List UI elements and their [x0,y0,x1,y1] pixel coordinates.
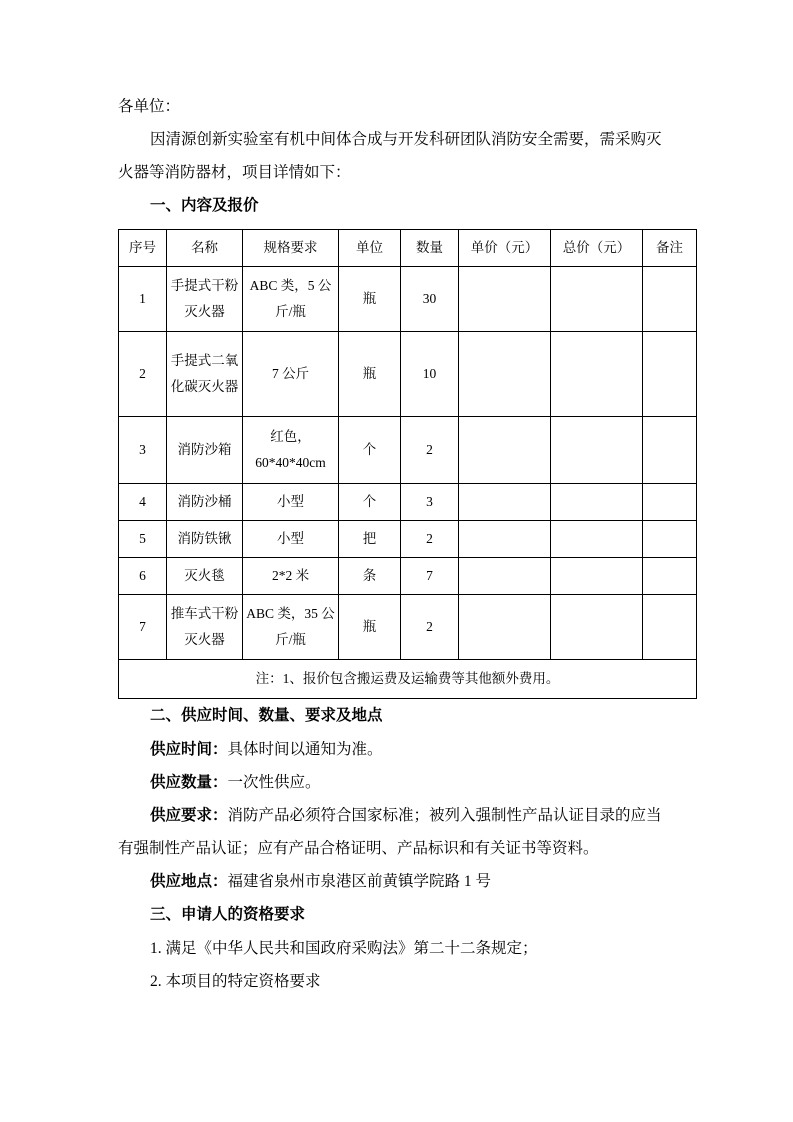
header-unit-price: 单价（元） [459,230,551,267]
cell-total-price [551,484,643,521]
cell-qty: 2 [401,417,459,484]
qualification-item-2: 2. 本项目的特定资格要求 [150,973,321,990]
cell-seq: 4 [119,484,167,521]
table-note-row [119,660,697,699]
supply-requirement [118,799,675,832]
supply-quantity-value: 一次性供应。 [227,774,321,791]
cell-spec: 小型 [243,521,339,558]
cell-seq: 7 [119,595,167,660]
cell-seq: 2 [119,332,167,417]
header-name: 名称 [167,230,243,267]
cell-remark [643,417,697,484]
cell-name: 消防沙箱 [167,417,243,484]
cell-name: 消防沙桶 [167,484,243,521]
table-row [119,484,697,521]
cell-unit: 瓶 [339,332,401,417]
cell-seq: 3 [119,417,167,484]
cell-name: 手提式干粉灭火器 [167,267,243,332]
supply-requirement-label: 供应要求： [150,807,228,824]
cell-spec: 小型 [243,484,339,521]
cell-unit-price [459,558,551,595]
cell-seq: 6 [119,558,167,595]
cell-spec: ABC 类，5 公斤/瓶 [243,267,339,332]
cell-seq: 1 [119,267,167,332]
table-note: 注：1、报价包含搬运费及运输费等其他额外费用。 [119,660,697,699]
cell-qty: 3 [401,484,459,521]
cell-unit-price [459,595,551,660]
header-spec: 规格要求 [243,230,339,267]
cell-total-price [551,267,643,332]
cell-qty: 2 [401,521,459,558]
supply-time-label: 供应时间： [150,741,228,758]
intro-paragraph: 因清源创新实验室有机中间体合成与开发科研团队消防安全需要，需采购灭火器等消防器材，项目详情如下： [118,131,662,181]
cell-remark [643,484,697,521]
cell-remark [643,521,697,558]
supply-location-value: 福建省泉州市泉港区前黄镇学院路 1 号 [227,873,492,890]
table-row [119,332,697,417]
supply-time [118,733,675,766]
cell-unit-price [459,521,551,558]
supply-requirement-cont: 有强制性产品认证；应有产品合格证明、产品标识和有关证书等资料。 [118,840,599,857]
cell-unit-price [459,267,551,332]
cell-spec: 红色，60*40*40cm [243,417,339,484]
cell-total-price [551,558,643,595]
table-row [119,267,697,332]
cell-remark [643,267,697,332]
supply-location-label: 供应地点： [150,873,228,890]
cell-qty: 7 [401,558,459,595]
cell-spec: 7 公斤 [243,332,339,417]
cell-remark [643,332,697,417]
cell-unit: 个 [339,417,401,484]
section-heading-1: 一、内容及报价 [150,197,259,214]
supply-requirement-value: 消防产品必须符合国家标准；被列入强制性产品认证目录的应当 [227,807,662,824]
qualification-item-1: 1. 满足《中华人民共和国政府采购法》第二十二条规定； [150,940,538,957]
table-row [119,521,697,558]
cell-unit-price [459,417,551,484]
header-seq: 序号 [119,230,167,267]
cell-name: 手提式二氧化碳灭火器 [167,332,243,417]
cell-remark [643,558,697,595]
cell-total-price [551,417,643,484]
table-header-row [119,230,697,267]
cell-unit-price [459,484,551,521]
cell-qty: 30 [401,267,459,332]
header-total-price: 总价（元） [551,230,643,267]
cell-spec: ABC 类，35 公斤/瓶 [243,595,339,660]
cell-remark [643,595,697,660]
quotation-table [118,229,697,699]
cell-spec: 2*2 米 [243,558,339,595]
cell-qty: 2 [401,595,459,660]
header-qty: 数量 [401,230,459,267]
table-row [119,417,697,484]
salutation: 各单位： [118,98,181,115]
cell-unit: 把 [339,521,401,558]
cell-total-price [551,332,643,417]
header-unit: 单位 [339,230,401,267]
cell-name: 灭火毯 [167,558,243,595]
cell-unit: 条 [339,558,401,595]
supply-time-value: 具体时间以通知为准。 [227,741,383,758]
cell-qty: 10 [401,332,459,417]
cell-seq: 5 [119,521,167,558]
cell-name: 消防铁锹 [167,521,243,558]
supply-quantity [118,766,675,799]
supply-quantity-label: 供应数量： [150,774,228,791]
section-heading-2: 二、供应时间、数量、要求及地点 [150,707,383,724]
cell-unit: 瓶 [339,267,401,332]
cell-unit: 个 [339,484,401,521]
table-row [119,595,697,660]
cell-total-price [551,521,643,558]
cell-unit: 瓶 [339,595,401,660]
cell-total-price [551,595,643,660]
supply-location [118,865,675,898]
section-heading-3: 三、申请人的资格要求 [150,906,306,923]
cell-name: 推车式干粉灭火器 [167,595,243,660]
table-row [119,558,697,595]
header-remark: 备注 [643,230,697,267]
cell-unit-price [459,332,551,417]
